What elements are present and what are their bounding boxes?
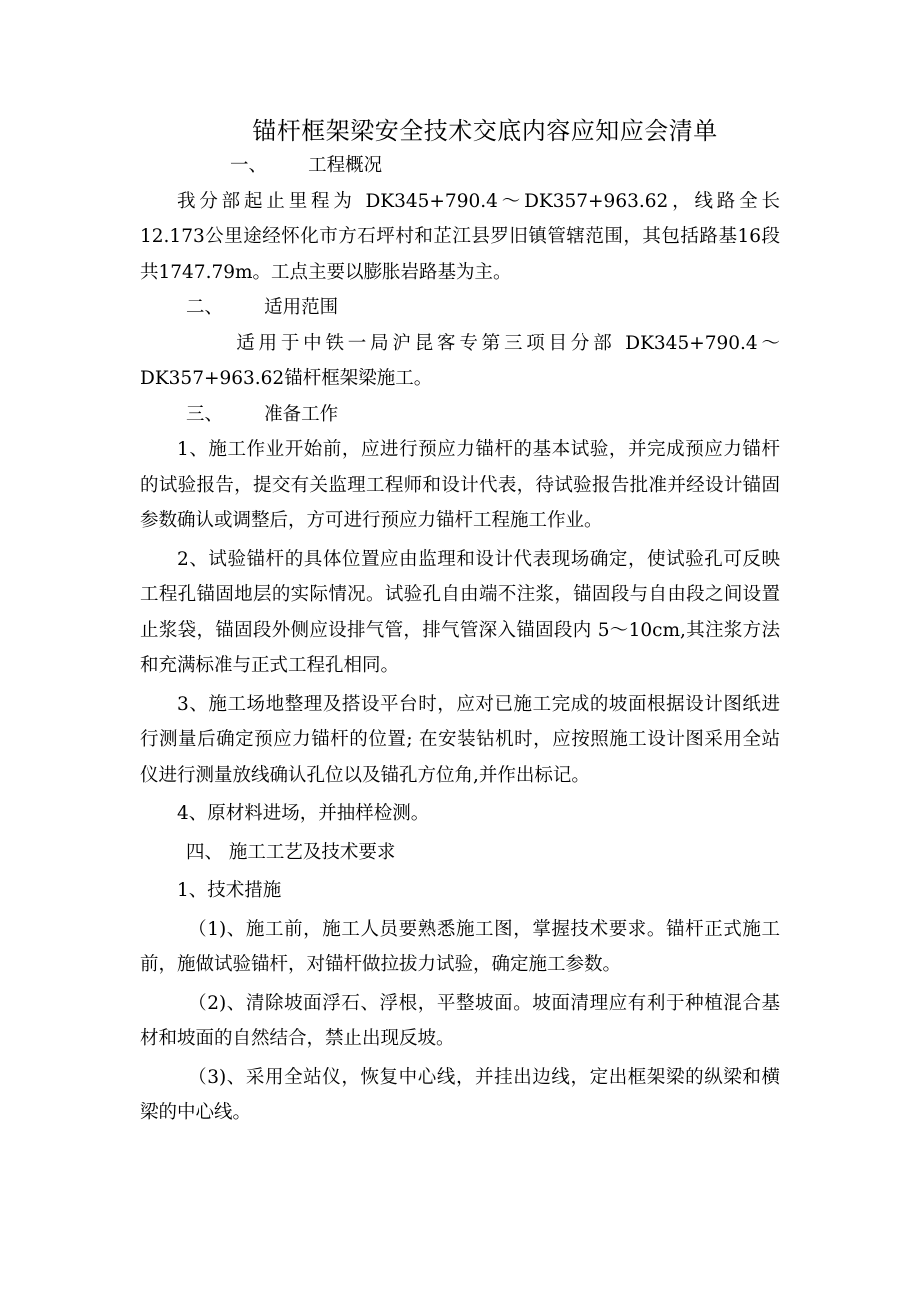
subsection-heading-technical-measures: 1、技术措施 (177, 880, 282, 901)
section-heading-scope: 二、 适用范围 (186, 297, 339, 318)
list-item: 1、施工作业开始前，应进行预应力锚杆的基本试验，并完成预应力锚杆的试验报告，提交有关监理工程师和设计代表，待试验报告批准并经设计锚固参数确认或调整后，方可进行预应力锚杆工程施工作业。 (140, 439, 780, 531)
list-item: （2)、清除坡面浮石、浮根，平整坡面。坡面清理应有利于种植混合基材和坡面的自然结合，禁止出现反坡。 (140, 992, 780, 1049)
paragraph-overview: 我分部起止里程为 DK345+790.4～DK357+963.62，线路全长12.173公里途经怀化市方石坪村和芷江县罗旧镇管辖范围，其包括路基16段共1747.79m。工点主要以膨胀岩路基为主。 (140, 190, 780, 283)
list-item: （3)、采用全站仪，恢复中心线，并挂出边线，定出框架梁的纵梁和横梁的中心线。 (140, 1066, 780, 1123)
document-body (140, 148, 780, 1131)
paragraph-scope: 适用于中铁一局沪昆客专第三项目分部 DK345+790.4～DK357+963.62锚杆框架梁施工。 (140, 332, 780, 389)
section-heading-overview: 一、 工程概况 (230, 155, 383, 176)
list-item: 4、原材料进场，并抽样检测。 (177, 803, 430, 824)
section-heading-process: 四、 施工工艺及技术要求 (186, 841, 396, 863)
list-item: （1)、施工前，施工人员要熟悉施工图，掌握技术要求。锚杆正式施工前，施做试验锚杆，对锚杆做拉拔力试验，确定施工参数。 (140, 918, 780, 975)
list-item: 2、试验锚杆的具体位置应由监理和设计代表现场确定，使试验孔可反映工程孔锚固地层的实际情况。试验孔自由端不注浆，锚固段与自由段之间设置止浆袋，锚固段外侧应设排气管，排气管深入锚固段内 5～10cm,其注浆方法和充满标准与正式工程孔相同。 (140, 548, 780, 676)
list-item: 3、施工场地整理及搭设平台时，应对已施工完成的坡面根据设计图纸进行测量后确定预应力锚杆的位置; 在安装钻机时，应按照施工设计图采用全站仪进行测量放线确认孔位以及锚孔方位角,并作出标记。 (140, 693, 780, 786)
document-title: 锚杆框架梁安全技术交底内容应知应会清单 (252, 117, 718, 145)
section-heading-preparation: 三、 准备工作 (186, 403, 339, 425)
